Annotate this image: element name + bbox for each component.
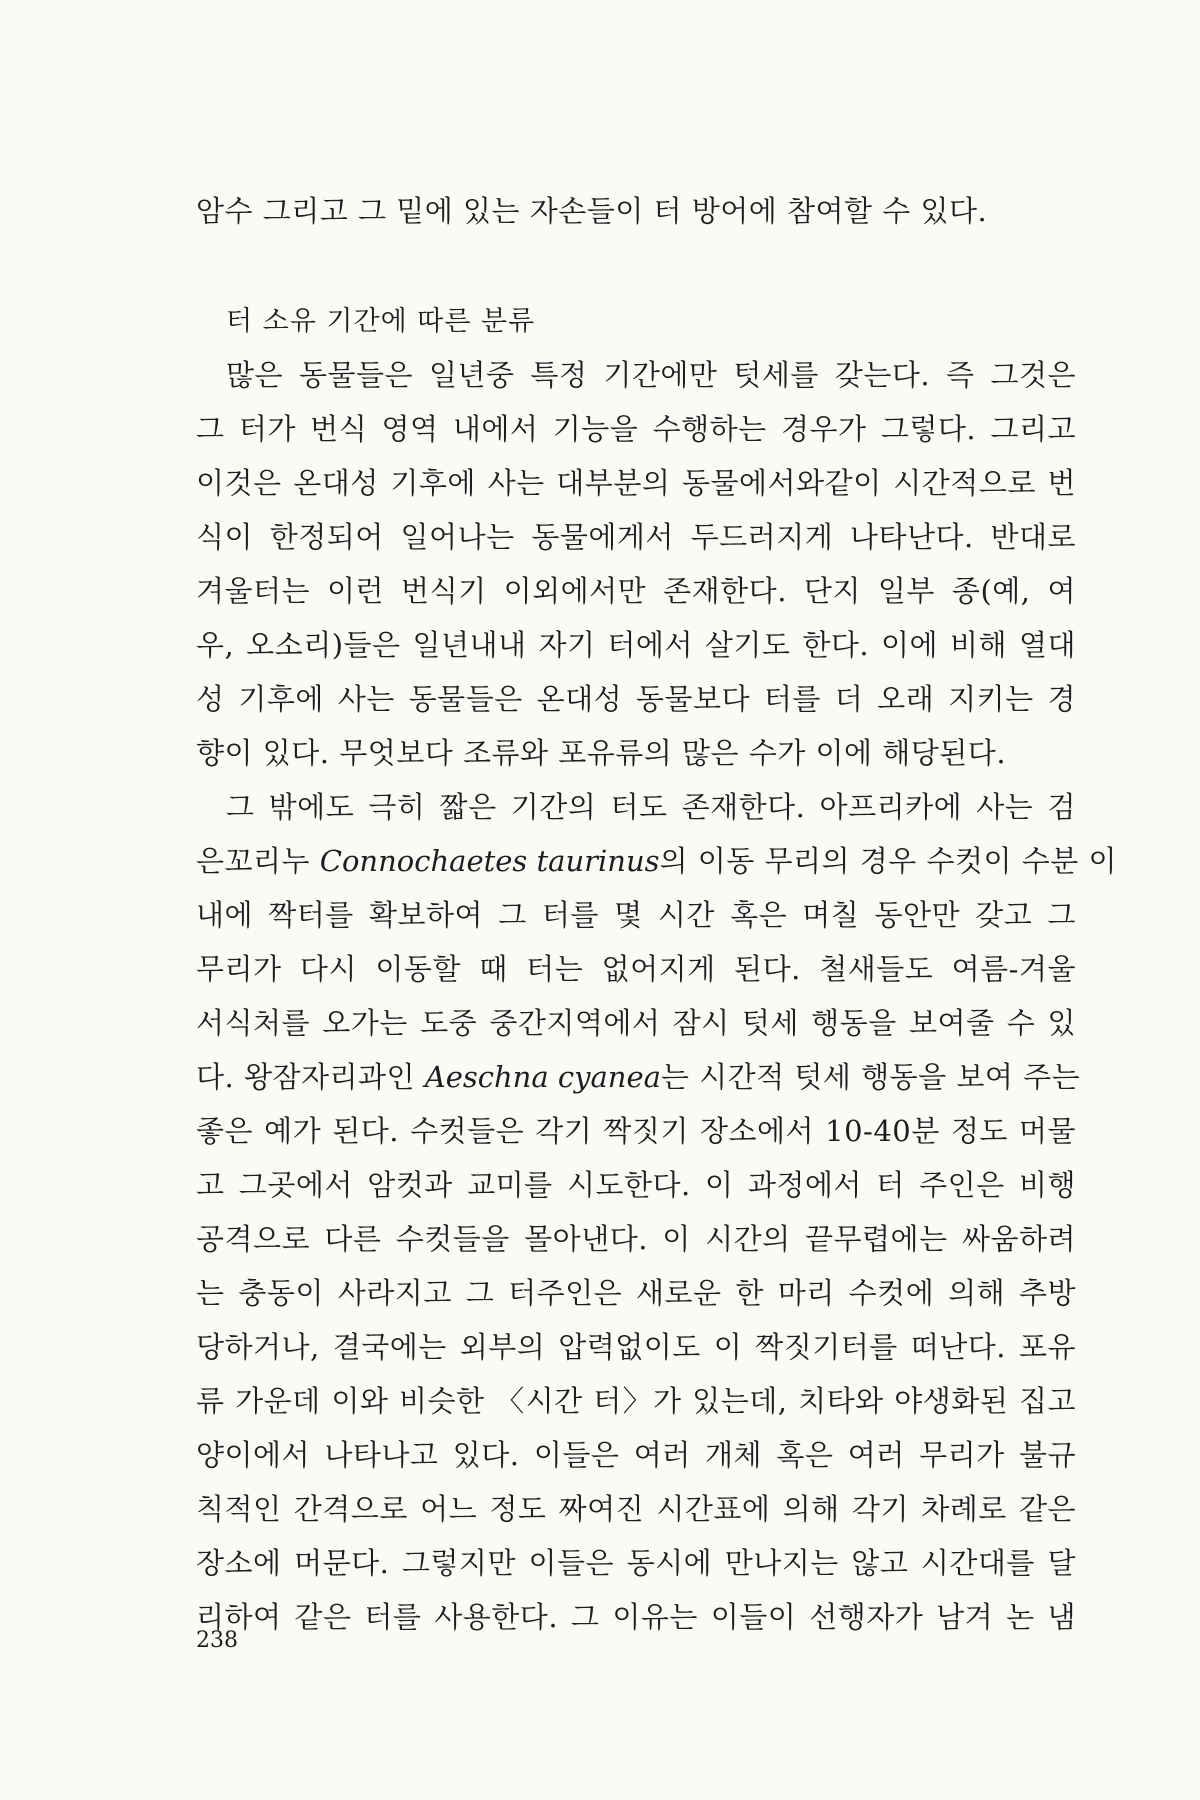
text-line: 좋은 예가 된다. 수컷들은 각기 짝짓기 장소에서 10-40분 정도 머물 — [196, 1114, 1076, 1148]
text-line: 장소에 머문다. 그렇지만 이들은 동시에 만나지는 않고 시간대를 달 — [196, 1546, 1076, 1580]
text-line: 무리가 다시 이동할 때 터는 없어지게 된다. 철새들도 여름-겨울 — [196, 952, 1076, 986]
text-line: 성 기후에 사는 동물들은 온대성 동물보다 터를 더 오래 지키는 경 — [196, 682, 1076, 716]
text-line: 암수 그리고 그 밑에 있는 자손들이 터 방어에 참여할 수 있다. — [196, 194, 988, 228]
text-line: 이것은 온대성 기후에 사는 대부분의 동물에서와같이 시간적으로 번 — [196, 466, 1076, 500]
paragraph-short-territories — [196, 780, 1118, 1644]
text-line: 칙적인 간격으로 어느 정도 짜여진 시간표에 의해 각기 차례로 같은 — [196, 1492, 1076, 1526]
text-line: 많은 동물들은 일년중 특정 기간에만 텃세를 갖는다. 즉 그것은 — [226, 358, 1076, 392]
text-segment: 다. 왕잠자리과인 — [196, 1060, 425, 1094]
section-heading: 터 소유 기간에 따른 분류 — [226, 306, 536, 337]
text-line: 류 가운데 이와 비슷한 〈시간 터〉가 있는데, 치타와 야생화된 집고 — [196, 1384, 1076, 1418]
text-line: 당하거나, 결국에는 외부의 압력없이도 이 짝짓기터를 떠난다. 포유 — [196, 1330, 1076, 1364]
scientific-name: Connochaetes taurinus — [319, 844, 660, 878]
text-line: 우, 오소리)들은 일년내내 자기 터에서 살기도 한다. 이에 비해 열대 — [196, 628, 1076, 662]
text-line: 양이에서 나타나고 있다. 이들은 여러 개체 혹은 여러 무리가 불규 — [196, 1438, 1076, 1472]
body-text — [196, 184, 1118, 1644]
text-line: 리하여 같은 터를 사용한다. 그 이유는 이들이 선행자가 남겨 논 냄 — [196, 1600, 1076, 1634]
text-line — [196, 834, 1118, 888]
paragraph-ownership-period — [196, 348, 1076, 780]
text-line — [196, 1050, 1081, 1104]
text-line: 그 밖에도 극히 짧은 기간의 터도 존재한다. 아프리카에 사는 검 — [226, 790, 1076, 824]
page-number: 238 — [196, 1628, 238, 1653]
text-segment: 는 시간적 텃세 행동을 보여 주는 — [660, 1060, 1081, 1094]
text-line: 겨울터는 이런 번식기 이외에서만 존재한다. 단지 일부 종(예, 여 — [196, 574, 1076, 608]
text-line: 고 그곳에서 암컷과 교미를 시도한다. 이 과정에서 터 주인은 비행 — [196, 1168, 1076, 1202]
text-line: 식이 한정되어 일어나는 동물에게서 두드러지게 나타난다. 반대로 — [196, 520, 1076, 554]
scientific-name: Aeschna cyanea — [424, 1060, 661, 1094]
text-line: 서식처를 오가는 도중 중간지역에서 잠시 텃세 행동을 보여줄 수 있 — [196, 1006, 1076, 1040]
text-line: 는 충동이 사라지고 그 터주인은 새로운 한 마리 수컷에 의해 추방 — [196, 1276, 1076, 1310]
text-line: 내에 짝터를 확보하여 그 터를 몇 시간 혹은 며칠 동안만 갖고 그 — [196, 898, 1076, 932]
text-line: 공격으로 다른 수컷들을 몰아낸다. 이 시간의 끝무렵에는 싸움하려 — [196, 1222, 1076, 1256]
text-segment: 의 이동 무리의 경우 수컷이 수분 이 — [659, 844, 1118, 878]
text-line: 그 터가 번식 영역 내에서 기능을 수행하는 경우가 그렇다. 그리고 — [196, 412, 1076, 446]
text-line: 향이 있다. 무엇보다 조류와 포유류의 많은 수가 이에 해당된다. — [196, 736, 1007, 770]
text-segment: 은꼬리누 — [196, 844, 320, 878]
